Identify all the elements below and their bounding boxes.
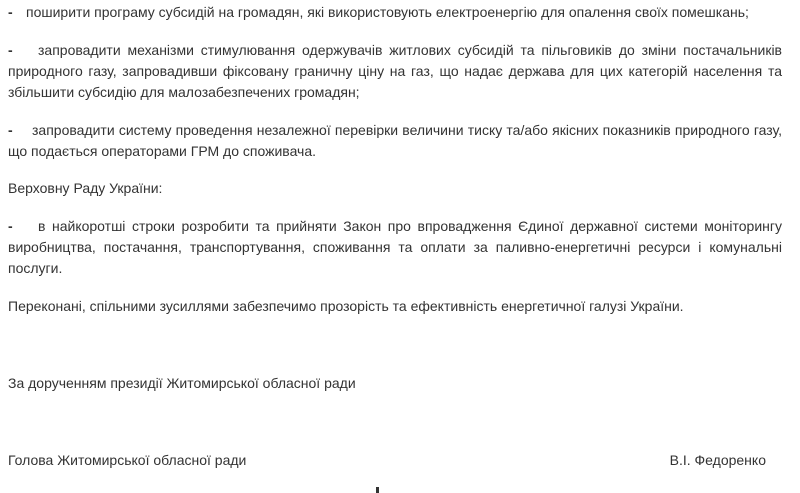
list-dash: -: [8, 4, 13, 20]
paragraph-text: запровадити механізми стимулювання одержувачів житлових субсидій та пільговиків до зміни постачальників природного газу, запровадивши фіксовану граничну ціну на газ, що надає держава для цих категорій населення та збільшити субсидію для малозабезпечених громадян;: [8, 42, 782, 100]
paragraph-conclusion: [8, 296, 782, 317]
paragraph-text: За дорученням президії Житомирської обласної ради: [8, 375, 356, 391]
list-dash: -: [8, 42, 13, 58]
list-dash: -: [8, 218, 13, 234]
paragraph-text: Переконані, спільними зусиллями забезпечимо прозорість та ефективність енергетичної галузі України.: [8, 298, 684, 314]
paragraph-gas-price-mechanism: [8, 40, 782, 103]
signature-position: Голова Житомирської обласної ради: [8, 452, 247, 468]
signature-name: В.І. Федоренко: [669, 452, 766, 468]
list-dash: -: [8, 122, 13, 138]
paragraph-text: Верховну Раду України:: [8, 180, 163, 196]
paragraph-text: в найкоротші строки розробити та прийняти Закон про впровадження Єдиної державної системи моніторингу виробництва, постачання, транспортування, споживання та оплати за паливно-енергетичні ресурси і комунальні послуги.: [8, 218, 782, 276]
paragraph-text: поширити програму субсидій на громадян, які використовують електроенергію для опалення своїх помешкань;: [26, 4, 749, 20]
signature-line: [8, 450, 766, 471]
cut-off-text-fragment: [376, 487, 379, 493]
paragraph-text: запровадити систему проведення незалежної перевірки величини тиску та/або якісних показників природного газу, що подається операторами ГРМ до споживача.: [8, 122, 782, 159]
paragraph-electric-heating-subsidy: [8, 2, 782, 23]
paragraph-pressure-verification: [8, 120, 782, 162]
paragraph-on-behalf: [8, 373, 782, 394]
paragraph-monitoring-law: [8, 216, 782, 279]
paragraph-parliament-heading: [8, 178, 782, 199]
